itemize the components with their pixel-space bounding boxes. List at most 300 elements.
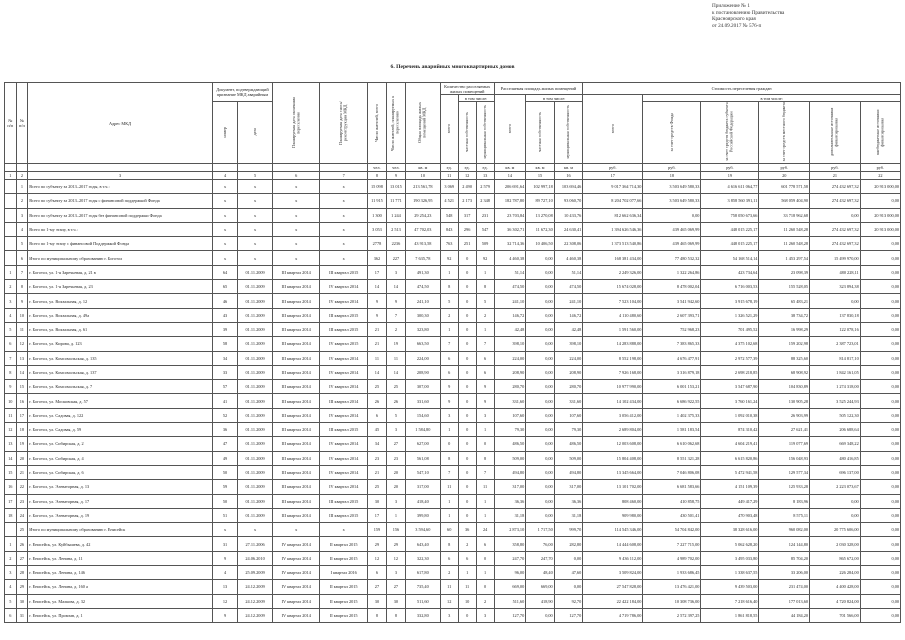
value-cell: 511,60 xyxy=(494,594,526,608)
value-cell: 358,80 xyxy=(494,537,526,551)
doc-number-cell: 50 xyxy=(212,494,237,508)
value-cell: 0,00 xyxy=(526,465,554,479)
value-cell: 11 xyxy=(367,351,386,365)
value-cell: 127,70 xyxy=(554,608,583,622)
value-cell: 1 338 637,55 xyxy=(701,566,759,580)
value-cell: 3 858 560 391,11 xyxy=(701,194,759,208)
value-cell: 241,10 xyxy=(494,294,526,308)
row-index-cell: 25 xyxy=(16,523,28,537)
value-cell: 14 444 608,00 xyxy=(583,537,643,551)
relocation-date-cell: III квартал 2014 xyxy=(272,494,319,508)
doc-date-cell: 24.12.2009 xyxy=(238,594,273,608)
relocation-date-cell: х xyxy=(272,523,319,537)
unit-cell: ед. xyxy=(476,164,494,172)
value-cell: 843 xyxy=(440,222,458,236)
address-cell: г. Енисейск, ул. Куйбышева, д. 42 xyxy=(28,537,213,551)
value-cell: 2 972 577,39 xyxy=(701,351,759,365)
row-index-cell: 31 xyxy=(16,608,28,622)
value-cell: 0 xyxy=(458,451,476,465)
value-cell: 25 xyxy=(367,480,386,494)
value-cell: 2 xyxy=(440,566,458,580)
value-cell: 0,00 xyxy=(526,437,554,451)
value-cell: 4 989 702,00 xyxy=(643,551,701,565)
value-cell: 7 xyxy=(386,308,405,322)
address-cell: г. Боготол, ул. Сибирская, д. 4 xyxy=(28,451,213,465)
value-cell: 669,00 xyxy=(494,580,526,594)
value-cell: 32 714,36 xyxy=(494,237,526,251)
value-cell: 2 348 xyxy=(476,194,494,208)
value-cell: 511,60 xyxy=(405,594,440,608)
header-cell: Планируемая дата окончания переселения xyxy=(272,83,319,164)
value-cell: 0,00 xyxy=(810,508,861,522)
value-cell: 0,00 xyxy=(526,451,554,465)
value-cell: 331,60 xyxy=(494,394,526,408)
address-cell: Всего по субъекту за 2013–2017 годы, в т.ч.: xyxy=(28,180,213,194)
value-cell: 182 787,80 xyxy=(494,194,526,208)
value-cell: 669 348,22 xyxy=(810,437,861,451)
demolish-date-cell: II квартал 2015 xyxy=(320,594,367,608)
value-cell: 449 417,29 xyxy=(701,494,759,508)
doc-date-cell: 01.11.2009 xyxy=(238,280,273,294)
value-cell: 4 400 428,00 xyxy=(810,580,861,594)
row-number-cell xyxy=(5,237,17,251)
value-cell: 7 383 865,33 xyxy=(643,337,701,351)
value-cell: 11 771 xyxy=(386,194,405,208)
value-cell: 44 184,20 xyxy=(759,608,810,622)
value-cell: 0 xyxy=(458,465,476,479)
value-cell: 65 483,21 xyxy=(759,294,810,308)
value-cell: 36 302,71 xyxy=(494,222,526,236)
doc-number-cell: 51 xyxy=(212,508,237,522)
address-cell: г. Енисейск, ул. Малкова, д. 32 xyxy=(28,594,213,608)
value-cell: 231 xyxy=(476,208,494,222)
address-cell: г. Боготол, ул. Элеваторная, д. 13 xyxy=(28,480,213,494)
value-cell: 0 xyxy=(458,380,476,394)
column-number-cell: 19 xyxy=(701,172,759,180)
value-cell: 470 903,48 xyxy=(701,508,759,522)
table-row xyxy=(5,251,901,265)
column-number-cell: 11 xyxy=(440,172,458,180)
doc-date-cell: 01.11.2009 xyxy=(238,408,273,422)
value-cell: 1 xyxy=(440,508,458,522)
value-cell: 20 913 000,00 xyxy=(860,222,900,236)
value-cell: 23 xyxy=(386,451,405,465)
address-cell: Всего по субъекту за 2013–2017 годы с финансовой поддержкой Фонда xyxy=(28,194,213,208)
demolish-date-cell: III квартал 2014 xyxy=(320,394,367,408)
demolish-date-cell: III квартал 2015 xyxy=(320,494,367,508)
value-cell: 1 861 818,55 xyxy=(701,608,759,622)
unit-cell: кв. м xyxy=(526,164,554,172)
value-cell: 3 547 687,90 xyxy=(701,380,759,394)
value-cell: 27 xyxy=(367,580,386,594)
unit-cell: руб. xyxy=(643,164,701,172)
value-cell: 54 704 842,00 xyxy=(643,523,701,537)
value-cell: 5 xyxy=(386,408,405,422)
unit-cell: руб. xyxy=(810,164,861,172)
value-cell: 509,00 xyxy=(554,451,583,465)
doc-number-cell: 13 xyxy=(212,580,237,594)
value-cell: 568 059 404,90 xyxy=(759,194,810,208)
value-cell: 0,00 xyxy=(860,480,900,494)
value-cell: 0,00 xyxy=(860,580,900,594)
value-cell: 103 694,46 xyxy=(554,180,583,194)
value-cell: 0 xyxy=(458,280,476,294)
value-cell: 0 xyxy=(440,437,458,451)
demolish-date-cell: х xyxy=(320,237,367,251)
row-index-cell: 9 xyxy=(16,294,28,308)
row-index-cell: 24 xyxy=(16,508,28,522)
value-cell: 0,00 xyxy=(860,523,900,537)
doc-number-cell: 50 xyxy=(212,465,237,479)
relocation-date-cell: х xyxy=(272,222,319,236)
value-cell: 4 616 611 064,77 xyxy=(701,180,759,194)
row-index-cell: 17 xyxy=(16,408,28,422)
value-cell: 909 980,00 xyxy=(583,508,643,522)
row-index-cell: 21 xyxy=(16,465,28,479)
doc-number-cell: 41 xyxy=(212,394,237,408)
row-index-cell: 5 xyxy=(16,237,28,251)
doc-number-cell: 34 xyxy=(212,351,237,365)
value-cell: 960 082,00 xyxy=(759,523,810,537)
doc-date-cell: 01.11.2009 xyxy=(238,394,273,408)
doc-number-cell: 64 xyxy=(212,265,237,279)
value-cell: 3 541 942,60 xyxy=(643,294,701,308)
table-row xyxy=(5,180,901,194)
value-cell: 322,30 xyxy=(405,551,440,565)
header-cell: за счет средств местного бюджета xyxy=(759,102,810,164)
doc-number-cell: 46 xyxy=(212,294,237,308)
value-cell: 3 xyxy=(386,566,405,580)
doc-date-cell: х xyxy=(238,237,273,251)
value-cell: 26 903,99 xyxy=(759,408,810,422)
table-row xyxy=(5,423,901,437)
value-cell: 1 xyxy=(440,494,458,508)
value-cell: 1 xyxy=(458,566,476,580)
value-cell: 2236 xyxy=(386,237,405,251)
value-cell: 2 xyxy=(458,537,476,551)
appendix-line: Приложение № 1 xyxy=(712,3,750,9)
value-cell: 6 xyxy=(440,365,458,379)
value-cell: 3 760 161,24 xyxy=(701,394,759,408)
value-cell: 11 xyxy=(458,580,476,594)
value-cell: 812 662 636,34 xyxy=(583,208,643,222)
value-cell: 7 046 806,08 xyxy=(643,465,701,479)
value-cell: 4 460,38 xyxy=(494,251,526,265)
value-cell: 3 503 649 580,33 xyxy=(643,180,701,194)
value-cell: 137 830,18 xyxy=(810,308,861,322)
table-row xyxy=(5,608,901,622)
header-cell: Документ, подтверждающий признание МКД аварийным xyxy=(212,83,272,102)
column-number-cell: 18 xyxy=(643,172,701,180)
row-index-cell: 18 xyxy=(16,423,28,437)
value-cell: 0 xyxy=(458,294,476,308)
row-index-cell: 20 xyxy=(16,451,28,465)
value-cell: 9 xyxy=(476,380,494,394)
value-cell: 24 630,41 xyxy=(554,222,583,236)
value-cell: 362 xyxy=(367,251,386,265)
address-cell: г. Боготол, ул. 1-я Заречьевая, д. 21 в xyxy=(28,265,213,279)
row-number-cell: 14 xyxy=(5,451,17,465)
value-cell: 9 xyxy=(367,294,386,308)
value-cell: 77 480 532,32 xyxy=(643,251,701,265)
value-cell: 0 xyxy=(458,480,476,494)
doc-date-cell: х xyxy=(238,208,273,222)
value-cell: 1 584,80 xyxy=(405,423,440,437)
doc-number-cell: 9 xyxy=(212,608,237,622)
row-index-cell: 7 xyxy=(16,265,28,279)
value-cell: 208,90 xyxy=(405,365,440,379)
value-cell: 0,00 xyxy=(526,322,554,336)
value-cell: 16 998,29 xyxy=(759,322,810,336)
value-cell: 4 460,38 xyxy=(554,251,583,265)
value-cell: 418,90 xyxy=(526,594,554,608)
table-row xyxy=(5,380,901,394)
row-index-cell: 12 xyxy=(16,337,28,351)
value-cell: 31,18 xyxy=(554,508,583,522)
value-cell: 423 734,64 xyxy=(701,265,759,279)
value-cell: 4 719 786,00 xyxy=(583,608,643,622)
value-cell: 107,60 xyxy=(554,408,583,422)
value-cell: 3 316 879,18 xyxy=(643,365,701,379)
doc-date-cell: 01.11.2009 xyxy=(238,380,273,394)
value-cell: 10 977 990,00 xyxy=(583,380,643,394)
doc-number-cell: 58 xyxy=(212,337,237,351)
address-cell: г. Енисейск, ул. Ленина, д. 146 xyxy=(28,566,213,580)
demolish-date-cell: IV квартал 2014 xyxy=(320,351,367,365)
table-row xyxy=(5,237,901,251)
row-index-cell: 26 xyxy=(16,537,28,551)
address-cell: г. Боготол, ул. Вокзальная, д. 61 xyxy=(28,322,213,336)
value-cell: 486,50 xyxy=(494,437,526,451)
value-cell: 0,00 xyxy=(860,394,900,408)
value-cell: 124 144,80 xyxy=(759,537,810,551)
value-cell: 0 xyxy=(458,437,476,451)
value-cell: 2 xyxy=(476,308,494,322)
value-cell: 307,00 xyxy=(405,380,440,394)
header-cell: Стоимость переселения граждан xyxy=(583,83,901,95)
value-cell: 0,00 xyxy=(860,322,900,336)
header-cell: № п/п xyxy=(16,83,28,164)
doc-date-cell: 27.11.2006 xyxy=(238,537,273,551)
doc-date-cell: 01.11.2009 xyxy=(238,337,273,351)
appendix-line: от 24.09.2017 № 576-п xyxy=(712,22,762,29)
value-cell: 4 110 480,60 xyxy=(583,308,643,322)
demolish-date-cell: х xyxy=(320,208,367,222)
value-cell: 0 xyxy=(458,408,476,422)
value-cell: 1 373 513 540,86 xyxy=(583,237,643,251)
value-cell: 47 702,03 xyxy=(405,222,440,236)
value-cell: 1 717,50 xyxy=(526,523,554,537)
value-cell: 398,10 xyxy=(554,337,583,351)
value-cell: 3 xyxy=(476,408,494,422)
doc-date-cell: 01.11.2009 xyxy=(238,365,273,379)
value-cell: 159 xyxy=(367,523,386,537)
value-cell: 0,00 xyxy=(643,208,701,222)
doc-date-cell: 25.09.2009 xyxy=(238,566,273,580)
value-cell: 0,00 xyxy=(526,351,554,365)
table-header xyxy=(5,83,901,180)
value-cell: 0,00 xyxy=(860,294,900,308)
unit-cell: кв. м xyxy=(554,164,583,172)
value-cell: 663,50 xyxy=(405,337,440,351)
row-index-cell: 2 xyxy=(16,194,28,208)
doc-number-cell: х xyxy=(212,194,237,208)
value-cell: 9 xyxy=(440,380,458,394)
column-number-cell: 20 xyxy=(759,172,810,180)
value-cell: 6 716 003,53 xyxy=(701,280,759,294)
value-cell: 331,60 xyxy=(405,394,440,408)
value-cell: 36 xyxy=(458,523,476,537)
doc-date-cell: 24.06.2010 xyxy=(238,551,273,565)
doc-number-cell: 59 xyxy=(212,480,237,494)
column-number-cell: 4 xyxy=(212,172,237,180)
value-cell: 20 xyxy=(386,465,405,479)
value-cell: 23 xyxy=(367,451,386,465)
value-cell: 1 xyxy=(440,322,458,336)
row-number-cell: 12 xyxy=(5,423,17,437)
row-index-cell: 22 xyxy=(16,480,28,494)
address-cell: Всего по 1-му этапу, в т.ч.: xyxy=(28,222,213,236)
value-cell: 317 xyxy=(458,208,476,222)
demolish-date-cell: х xyxy=(320,251,367,265)
demolish-date-cell: II квартал 2015 xyxy=(320,551,367,565)
row-number-cell: 1 xyxy=(5,537,17,551)
doc-date-cell: 01.11.2009 xyxy=(238,451,273,465)
value-cell: 11 915 xyxy=(367,194,386,208)
address-cell: г. Боготол, ул. Вокзальная, д. 12 xyxy=(28,294,213,308)
value-cell: 0,00 xyxy=(860,537,900,551)
value-cell: 0,00 xyxy=(860,551,900,565)
document-title: 6. Перечень аварийных многоквартирных домов xyxy=(390,64,515,70)
value-cell: 43 913,58 xyxy=(405,237,440,251)
value-cell: 177 013,60 xyxy=(759,594,810,608)
unit-cell: руб. xyxy=(701,164,759,172)
value-cell: 0,00 xyxy=(860,194,900,208)
value-cell: 30 xyxy=(386,594,405,608)
value-cell: 430 501,41 xyxy=(643,508,701,522)
header-cell: в том числе: xyxy=(458,95,494,102)
value-cell: 13 015 xyxy=(386,180,405,194)
table-row xyxy=(5,408,901,422)
value-cell: 107,60 xyxy=(494,408,526,422)
value-cell: 1 xyxy=(476,494,494,508)
demolish-date-cell: III квартал 2015 xyxy=(320,508,367,522)
value-cell: 9 017 364 714,30 xyxy=(583,180,643,194)
table-row xyxy=(5,208,901,222)
demolish-date-cell: IV квартал 2014 xyxy=(320,380,367,394)
value-cell: 448 015 225,17 xyxy=(701,237,759,251)
value-cell: 125 933,28 xyxy=(759,480,810,494)
value-cell: 9 xyxy=(440,394,458,408)
value-cell: 296 xyxy=(458,222,476,236)
relocation-date-cell: х xyxy=(272,208,319,222)
value-cell: 1 300 xyxy=(367,208,386,222)
value-cell: 480 416,85 xyxy=(810,451,861,465)
value-cell: 8 xyxy=(367,608,386,622)
table-row xyxy=(5,580,901,594)
demolish-date-cell: IV квартал 2014 xyxy=(320,480,367,494)
value-cell: 1 394 626 546,36 xyxy=(583,222,643,236)
value-cell: 26 xyxy=(367,394,386,408)
value-cell: 3 503 649 580,33 xyxy=(643,194,701,208)
value-cell: 79,30 xyxy=(494,423,526,437)
table-row xyxy=(5,494,901,508)
value-cell: 3 xyxy=(386,494,405,508)
value-cell: 548 xyxy=(440,208,458,222)
relocation-date-cell: III квартал 2014 xyxy=(272,408,319,422)
value-cell: 15 674 028,00 xyxy=(583,280,643,294)
value-cell: 13 101 702,00 xyxy=(583,480,643,494)
address-cell: Всего по 1-му этапу с финансовой Поддержкой Фонда xyxy=(28,237,213,251)
value-cell: 1 xyxy=(476,566,494,580)
value-cell: 8 575,11 xyxy=(759,508,810,522)
value-cell: 51,14 xyxy=(494,265,526,279)
doc-number-cell: х xyxy=(212,523,237,537)
value-cell: 208,90 xyxy=(554,365,583,379)
header-cell: частная собственность xyxy=(458,102,476,164)
value-cell: 146,72 xyxy=(554,308,583,322)
column-number-cell: 13 xyxy=(476,172,494,180)
value-cell: 24 xyxy=(476,523,494,537)
value-cell: 2 607 393,71 xyxy=(643,308,701,322)
column-number-cell: 14 xyxy=(494,172,526,180)
column-number-cell: 2 xyxy=(16,172,28,180)
doc-date-cell: х xyxy=(238,222,273,236)
relocation-date-cell: III квартал 2014 xyxy=(272,351,319,365)
demolish-date-cell: IV квартал 2014 xyxy=(320,451,367,465)
relocation-date-cell: IV квартал 2014 xyxy=(272,551,319,565)
demolish-date-cell: х xyxy=(320,222,367,236)
value-cell: 7 926 168,00 xyxy=(583,365,643,379)
value-cell: 36,36 xyxy=(494,494,526,508)
value-cell: 8 xyxy=(386,608,405,622)
value-cell: 156 xyxy=(386,523,405,537)
row-number-cell: 16 xyxy=(5,480,17,494)
value-cell: 14 xyxy=(367,280,386,294)
value-cell: 1 402 375,33 xyxy=(643,408,701,422)
value-cell: 4 720 824,00 xyxy=(810,594,861,608)
row-number-cell: 11 xyxy=(5,408,17,422)
value-cell: 300,30 xyxy=(405,308,440,322)
value-cell: 0,00 xyxy=(860,494,900,508)
header-cell: всего xyxy=(583,95,643,164)
value-cell: 0 xyxy=(458,351,476,365)
header-cell: за счет средств бюджета субъекта Российской Федерации xyxy=(701,102,759,164)
value-cell: 23 703,84 xyxy=(494,208,526,222)
value-cell: 7 xyxy=(440,465,458,479)
column-number-cell: 21 xyxy=(810,172,861,180)
value-cell: 0,00 xyxy=(860,566,900,580)
value-cell: 480 228,11 xyxy=(810,265,861,279)
value-cell: 11 xyxy=(440,480,458,494)
demolish-date-cell: II квартал 2015 xyxy=(320,580,367,594)
row-index-cell: 6 xyxy=(16,251,28,265)
value-cell: 763 xyxy=(440,237,458,251)
table-row xyxy=(5,523,901,537)
table-row xyxy=(5,594,901,608)
header-cell: Планируемая дата сноса/ реконструкции МКД xyxy=(320,83,367,164)
column-numbers-row xyxy=(5,172,901,180)
value-cell: 119 077,69 xyxy=(759,437,810,451)
table-row xyxy=(5,451,901,465)
value-cell: 274 432 697,32 xyxy=(810,222,861,236)
value-cell: 29 xyxy=(367,537,386,551)
doc-number-cell: х xyxy=(212,208,237,222)
header-cell: Число жителей, планируемых к переселению xyxy=(386,83,405,164)
value-cell: 26 xyxy=(386,394,405,408)
value-cell: 332,80 xyxy=(405,608,440,622)
unit-cell: руб. xyxy=(860,164,900,172)
